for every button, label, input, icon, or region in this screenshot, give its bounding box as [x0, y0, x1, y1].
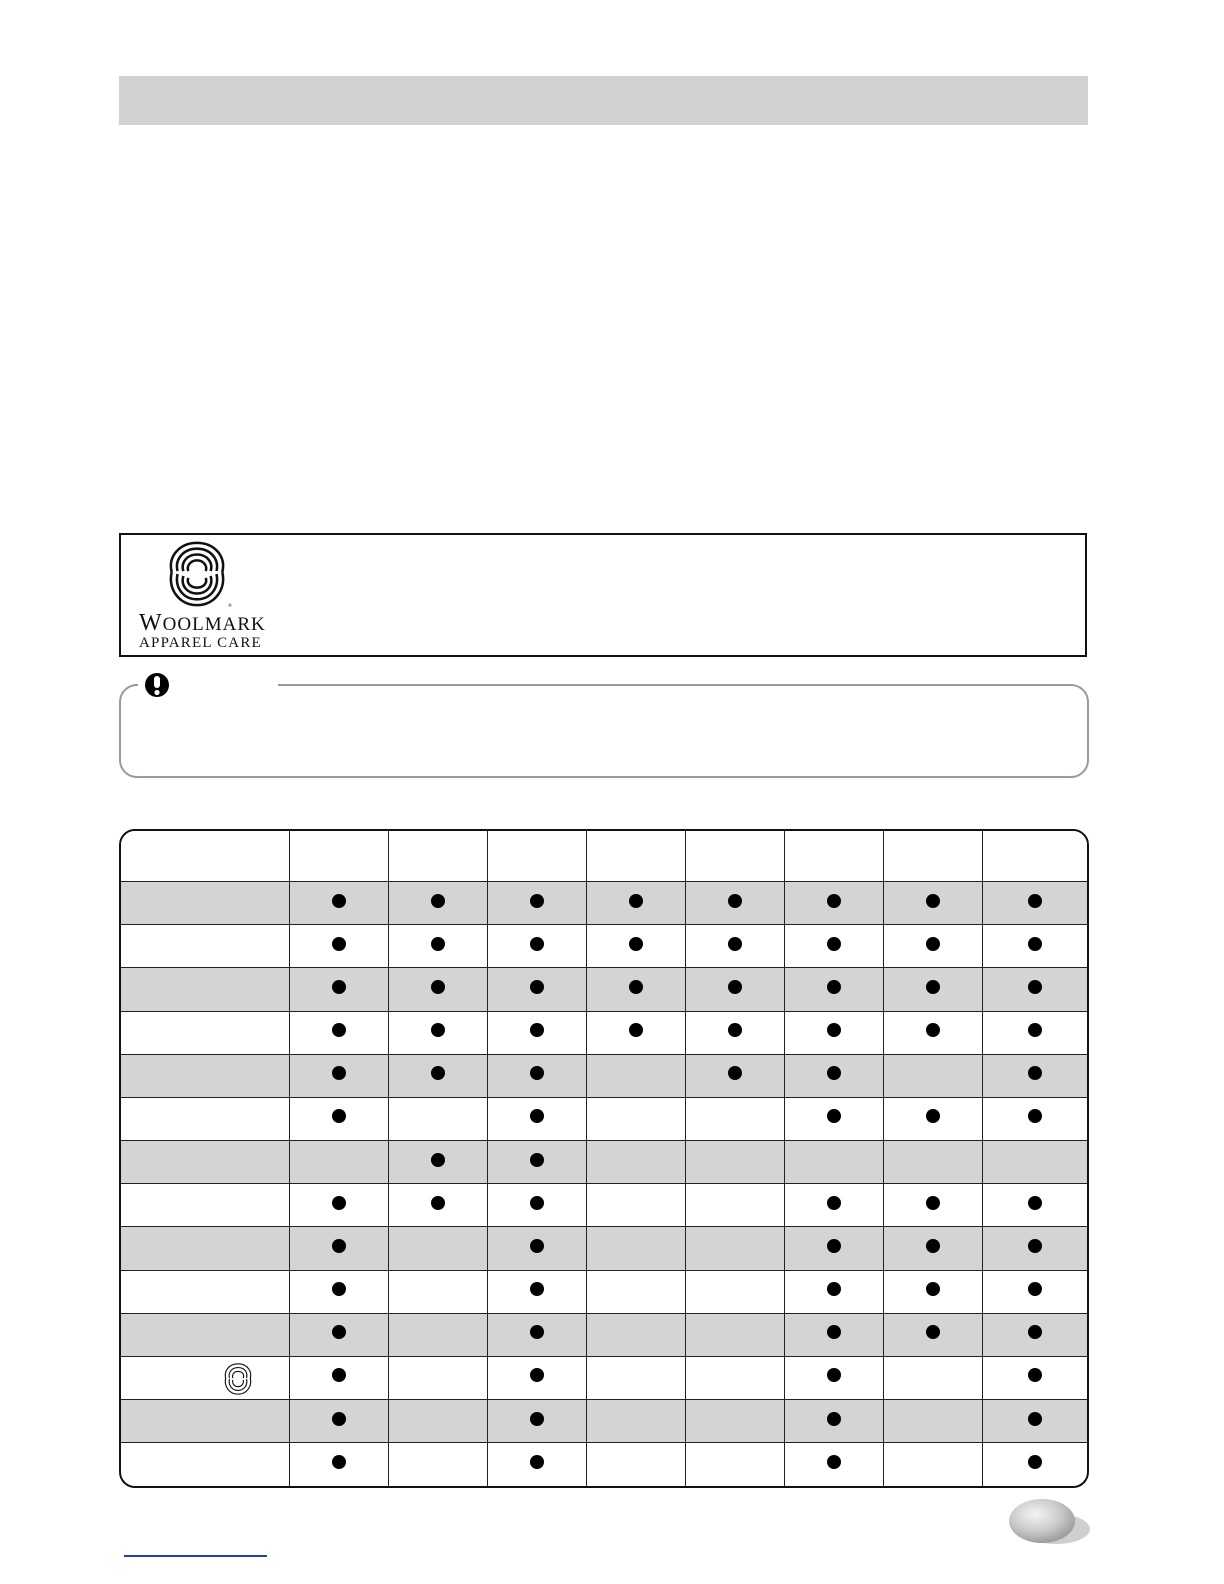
table-cell [586, 1011, 685, 1054]
table-cell [289, 1356, 388, 1399]
header-cell [685, 831, 784, 882]
table-cell [784, 1097, 883, 1140]
table-cell [982, 1400, 1087, 1443]
filled-dot-icon [332, 1109, 346, 1123]
table-cell [289, 1011, 388, 1054]
table-cell [586, 1400, 685, 1443]
table-cell [685, 1443, 784, 1486]
table-cell [586, 1141, 685, 1184]
row-label-cell [121, 1443, 289, 1486]
table-cell [982, 1227, 1087, 1270]
filled-dot-icon [1028, 937, 1042, 951]
table-cell [388, 1054, 487, 1097]
table-cell [883, 1400, 982, 1443]
filled-dot-icon [332, 980, 346, 994]
row-label-cell [121, 1227, 289, 1270]
table-cell [388, 1356, 487, 1399]
table-cell [586, 1356, 685, 1399]
table-cell [982, 1356, 1087, 1399]
table-cell [487, 1313, 586, 1356]
woolmark-ball-icon [158, 537, 236, 611]
table-cell [883, 1184, 982, 1227]
filled-dot-icon [1028, 1325, 1042, 1339]
table-cell [685, 882, 784, 925]
filled-dot-icon [827, 937, 841, 951]
filled-dot-icon [1028, 1412, 1042, 1426]
filled-dot-icon [530, 1023, 544, 1037]
table-cell [784, 1400, 883, 1443]
table-cell [883, 1141, 982, 1184]
table-cell [487, 882, 586, 925]
table-cell [289, 968, 388, 1011]
filled-dot-icon [530, 1066, 544, 1080]
table-cell [982, 1270, 1087, 1313]
woolmark-info-box [119, 533, 1087, 657]
filled-dot-icon [629, 937, 643, 951]
filled-dot-icon [728, 1023, 742, 1037]
svg-text:®: ® [228, 604, 232, 610]
row-label-cell [121, 1184, 289, 1227]
table-cell [685, 1270, 784, 1313]
woolmark-wordmark [139, 610, 266, 636]
page-number-badge-icon [1006, 1497, 1092, 1547]
filled-dot-icon [1028, 1368, 1042, 1382]
filled-dot-icon [332, 1196, 346, 1210]
filled-dot-icon [1028, 1282, 1042, 1296]
table-cell [388, 1227, 487, 1270]
table-cell [883, 925, 982, 968]
filled-dot-icon [926, 937, 940, 951]
table-cell [784, 1184, 883, 1227]
filled-dot-icon [1028, 1109, 1042, 1123]
table-cell [982, 1011, 1087, 1054]
filled-dot-icon [431, 894, 445, 908]
woolmark-word-rest: OOLMARK [162, 614, 266, 635]
table-cell [784, 1356, 883, 1399]
caution-note-title-line [278, 684, 1068, 686]
table-cell [982, 1141, 1087, 1184]
table-cell [586, 1184, 685, 1227]
table-cell [784, 1270, 883, 1313]
table-cell [487, 1184, 586, 1227]
filled-dot-icon [827, 1239, 841, 1253]
filled-dot-icon [926, 894, 940, 908]
table-cell [784, 1443, 883, 1486]
table-cell [289, 1054, 388, 1097]
header-cell [883, 831, 982, 882]
table-row [121, 882, 1087, 925]
filled-dot-icon [530, 1368, 544, 1382]
filled-dot-icon [332, 1066, 346, 1080]
filled-dot-icon [926, 1282, 940, 1296]
table-cell [685, 1097, 784, 1140]
table-cell [784, 1011, 883, 1054]
filled-dot-icon [926, 1239, 940, 1253]
filled-dot-icon [827, 1282, 841, 1296]
header-cell [487, 831, 586, 882]
table-cell [289, 1313, 388, 1356]
table-cell [982, 1313, 1087, 1356]
table-cell [487, 1141, 586, 1184]
table-cell [487, 925, 586, 968]
filled-dot-icon [530, 980, 544, 994]
filled-dot-icon [827, 1455, 841, 1469]
filled-dot-icon [1028, 1239, 1042, 1253]
filled-dot-icon [1028, 1066, 1042, 1080]
table-cell [586, 968, 685, 1011]
table-row [121, 1356, 1087, 1399]
filled-dot-icon [530, 1239, 544, 1253]
table-cell [487, 968, 586, 1011]
table-cell [586, 1054, 685, 1097]
filled-dot-icon [431, 1153, 445, 1167]
table-cell [289, 925, 388, 968]
filled-dot-icon [431, 1066, 445, 1080]
table-cell [586, 1097, 685, 1140]
table-cell [685, 1184, 784, 1227]
woolmark-small-icon [219, 1360, 257, 1398]
table-cell [388, 1313, 487, 1356]
row-label-cell [121, 1400, 289, 1443]
table-cell [784, 1227, 883, 1270]
filled-dot-icon [431, 1196, 445, 1210]
table-cell [388, 1400, 487, 1443]
table-cell [388, 1270, 487, 1313]
table-cell [982, 1184, 1087, 1227]
table-cell [289, 882, 388, 925]
table-cell [883, 968, 982, 1011]
table-row [121, 925, 1087, 968]
filled-dot-icon [827, 980, 841, 994]
filled-dot-icon [332, 1023, 346, 1037]
filled-dot-icon [332, 1455, 346, 1469]
table-cell [685, 1356, 784, 1399]
table-cell [685, 1400, 784, 1443]
table-cell [784, 1141, 883, 1184]
table-cell [289, 1270, 388, 1313]
table-cell [784, 882, 883, 925]
table-cell [289, 1227, 388, 1270]
filled-dot-icon [1028, 980, 1042, 994]
fabric-care-table [121, 831, 1087, 1486]
filled-dot-icon [1028, 1023, 1042, 1037]
table-cell [685, 925, 784, 968]
exclamation-icon [144, 672, 170, 698]
table-cell [289, 1097, 388, 1140]
table-cell [883, 882, 982, 925]
table-row [121, 1141, 1087, 1184]
row-label-cell [121, 1097, 289, 1140]
table-cell [487, 1011, 586, 1054]
table-cell [487, 1400, 586, 1443]
filled-dot-icon [530, 1282, 544, 1296]
table-cell [784, 1054, 883, 1097]
filled-dot-icon [530, 1109, 544, 1123]
header-cell [289, 831, 388, 882]
table-cell [784, 968, 883, 1011]
header-cell [982, 831, 1087, 882]
table-row [121, 1227, 1087, 1270]
table-cell [289, 1184, 388, 1227]
filled-dot-icon [530, 1455, 544, 1469]
table-cell [982, 1443, 1087, 1486]
table-cell [388, 1097, 487, 1140]
table-cell [883, 1011, 982, 1054]
filled-dot-icon [827, 1023, 841, 1037]
table-cell [289, 1400, 388, 1443]
table-cell [883, 1443, 982, 1486]
header-cell [121, 831, 289, 882]
table-cell [982, 882, 1087, 925]
filled-dot-icon [926, 980, 940, 994]
filled-dot-icon [530, 1325, 544, 1339]
table-cell [388, 1141, 487, 1184]
table-cell [388, 925, 487, 968]
table-cell [883, 1356, 982, 1399]
table-cell [784, 925, 883, 968]
section-header-bar [119, 76, 1088, 125]
filled-dot-icon [431, 1023, 445, 1037]
filled-dot-icon [926, 1325, 940, 1339]
table-row [121, 1443, 1087, 1486]
row-label-cell [121, 968, 289, 1011]
footer-link-underline[interactable] [124, 1555, 267, 1557]
filled-dot-icon [827, 1066, 841, 1080]
header-cell [586, 831, 685, 882]
filled-dot-icon [530, 894, 544, 908]
row-label-cell [121, 882, 289, 925]
table-cell [388, 1184, 487, 1227]
filled-dot-icon [1028, 1455, 1042, 1469]
filled-dot-icon [332, 937, 346, 951]
table-cell [289, 1141, 388, 1184]
filled-dot-icon [926, 1196, 940, 1210]
table-cell [883, 1313, 982, 1356]
filled-dot-icon [1028, 894, 1042, 908]
filled-dot-icon [332, 1412, 346, 1426]
filled-dot-icon [431, 937, 445, 951]
filled-dot-icon [332, 1325, 346, 1339]
table-cell [982, 925, 1087, 968]
table-cell [685, 968, 784, 1011]
table-cell [883, 1097, 982, 1140]
table-cell [487, 1443, 586, 1486]
filled-dot-icon [728, 1066, 742, 1080]
row-label-cell [121, 925, 289, 968]
table-cell [685, 1054, 784, 1097]
table-cell [586, 925, 685, 968]
table-cell [685, 1227, 784, 1270]
table-row [121, 1400, 1087, 1443]
filled-dot-icon [629, 1023, 643, 1037]
filled-dot-icon [827, 894, 841, 908]
filled-dot-icon [728, 937, 742, 951]
table-cell [685, 1011, 784, 1054]
filled-dot-icon [926, 1023, 940, 1037]
table-body [121, 882, 1087, 1487]
table-cell [586, 1227, 685, 1270]
filled-dot-icon [530, 1153, 544, 1167]
header-cell [388, 831, 487, 882]
filled-dot-icon [332, 894, 346, 908]
table-cell [586, 1443, 685, 1486]
woolmark-subtitle: APPAREL CARE [139, 635, 262, 651]
table-header-row [121, 831, 1087, 882]
filled-dot-icon [1028, 1196, 1042, 1210]
filled-dot-icon [827, 1368, 841, 1382]
row-label-cell [121, 1313, 289, 1356]
care-table-frame [119, 829, 1089, 1488]
table-cell [586, 1270, 685, 1313]
filled-dot-icon [332, 1368, 346, 1382]
filled-dot-icon [827, 1196, 841, 1210]
table-cell [586, 1313, 685, 1356]
table-cell [487, 1356, 586, 1399]
table-cell [982, 968, 1087, 1011]
table-cell [685, 1313, 784, 1356]
row-label-cell [121, 1141, 289, 1184]
table-row [121, 1097, 1087, 1140]
table-cell [883, 1227, 982, 1270]
header-cell [784, 831, 883, 882]
table-cell [289, 1443, 388, 1486]
woolmark-initial: W [139, 610, 163, 636]
row-label-cell [121, 1011, 289, 1054]
table-row [121, 1313, 1087, 1356]
table-cell [388, 1443, 487, 1486]
row-label-cell [121, 1054, 289, 1097]
filled-dot-icon [629, 980, 643, 994]
filled-dot-icon [530, 1412, 544, 1426]
filled-dot-icon [629, 894, 643, 908]
table-cell [982, 1097, 1087, 1140]
filled-dot-icon [926, 1109, 940, 1123]
table-cell [487, 1270, 586, 1313]
table-row [121, 1054, 1087, 1097]
table-cell [487, 1054, 586, 1097]
caution-note-frame [119, 684, 1089, 778]
filled-dot-icon [332, 1239, 346, 1253]
filled-dot-icon [530, 937, 544, 951]
filled-dot-icon [431, 980, 445, 994]
table-cell [388, 1011, 487, 1054]
filled-dot-icon [827, 1109, 841, 1123]
table-cell [388, 882, 487, 925]
row-label-cell [121, 1356, 289, 1399]
table-cell [685, 1141, 784, 1184]
table-row [121, 1011, 1087, 1054]
filled-dot-icon [728, 894, 742, 908]
table-cell [784, 1313, 883, 1356]
row-label-cell [121, 1270, 289, 1313]
table-cell [883, 1054, 982, 1097]
table-row [121, 968, 1087, 1011]
table-row [121, 1184, 1087, 1227]
table-row [121, 1270, 1087, 1313]
table-cell [586, 882, 685, 925]
filled-dot-icon [827, 1412, 841, 1426]
table-cell [388, 968, 487, 1011]
table-cell [487, 1097, 586, 1140]
filled-dot-icon [728, 980, 742, 994]
filled-dot-icon [332, 1282, 346, 1296]
table-cell [883, 1270, 982, 1313]
filled-dot-icon [530, 1196, 544, 1210]
filled-dot-icon [827, 1325, 841, 1339]
table-cell [487, 1227, 586, 1270]
table-cell [982, 1054, 1087, 1097]
